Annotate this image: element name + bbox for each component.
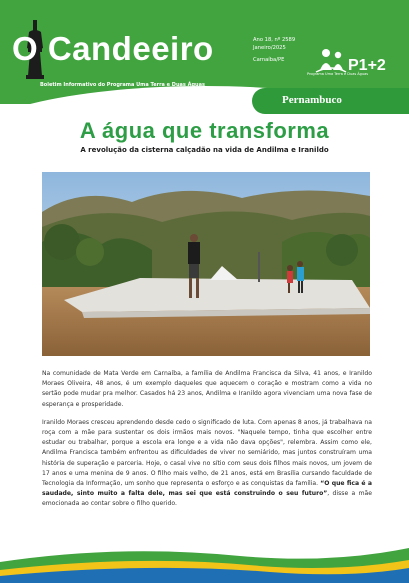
article-paragraph-1: Na comunidade de Mata Verde em Carnaíba, a família de Andilma Francisca da Silva, 41 anos, e Iranildo Moraes Oliveira, 48 anos, é um exemplo daqueles que aquecem o coração e mostram como a vida no sertão pode mudar pra melhor. Casados há 23 anos, Andilma e Iranildo agora vivenciam uma nova fase de esperança e prosperidade. [42,370,372,408]
newsletter-subtitle: Boletim Informativo do Programa Uma Terra e Duas Águas [40,82,205,88]
state-banner [252,88,409,114]
newsletter-title: O Candeeiro [12,30,214,67]
article-quote-tail: , disse a mãe emocionada ao contar sobre o filho querido. [42,490,372,508]
issue-info [253,36,295,52]
footer-waves [0,540,409,583]
article-quote: “O que fica é a saudade, sinto muito a falta dele, mas sei que está construindo o seu futuro” [42,480,372,498]
article-paragraph-2-text: Iranildo Moraes cresceu aprendendo desde cedo o significado de luta. Com apenas 8 anos, já trabalhava na roça com a mãe para sustentar os dois irmãos mais novos. "Naquele tempo, tinha que escolher entre estudar ou trabalhar, porque a escola era longe e a vida não dava opções", relembra. Assim como ele, Andilma Francisca também enfrentou as dificuldades de viver no semiárido, mas juntos construíram uma história de superação e parceria. Hoje, o casal vive no sítio com seus dois filhos mais novos, um jovem de 17 anos e uma menina de 9 anos. O filho mais velho, de 21 anos, está em Brasília cursando faculdade de Tecnologia da Informação, um sonho que representa o esforço e as conquistas da família. [42,418,372,488]
logo-text: P1+2 [348,57,386,74]
logo-caption: Programa Uma Terra e Duas Águas [307,72,369,76]
article-body [42,369,372,518]
state-label: Pernambuco [282,94,342,106]
issue-date: Janeiro/2025 [253,45,286,51]
article-subheadline: A revolução da cisterna calçadão na vida de Andilma e Iranildo [80,146,329,154]
article-paragraph-2 [42,418,372,510]
article-photo [42,172,370,356]
issue-city: Carnaíba/PE [253,57,285,63]
article-headline: A água que transforma [79,118,330,143]
issue-number: Ano 18, nº 2589 [253,37,296,43]
